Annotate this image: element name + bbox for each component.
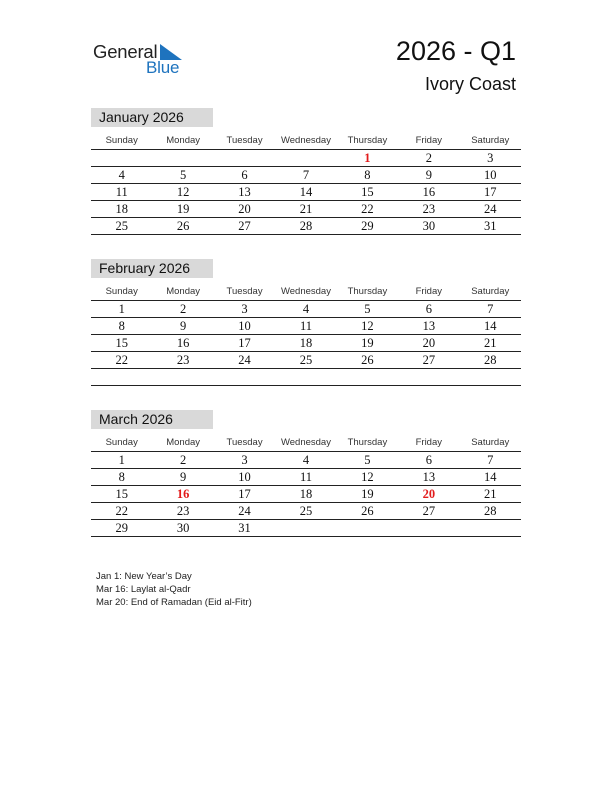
day-cell: 31 (238, 521, 251, 535)
weekday-label: Friday (415, 437, 443, 448)
day-cell: 12 (361, 470, 374, 484)
day-cell: 14 (299, 185, 313, 199)
day-cell: 12 (176, 185, 190, 199)
month-title: March 2026 (91, 410, 213, 429)
day-cell: 11 (299, 470, 312, 484)
day-cell: 1 (118, 453, 125, 467)
day-cell: 15 (115, 487, 128, 501)
day-cell: 2 (180, 453, 187, 467)
generalblue-logo (93, 40, 193, 80)
day-cell: 4 (302, 453, 310, 467)
day-cell: 24 (238, 353, 251, 367)
holiday-note: Mar 16: Laylat al-Qadr (96, 584, 191, 595)
month-february (91, 259, 521, 386)
day-cell (460, 520, 521, 536)
day-cell: 7 (487, 302, 494, 316)
day-cell: 19 (361, 336, 374, 350)
day-cell: 12 (361, 319, 374, 333)
day-cell (214, 369, 275, 385)
weekday-label: Monday (166, 286, 201, 297)
week-row (91, 184, 521, 201)
weekday-label: Sunday (105, 135, 138, 146)
day-cell (398, 369, 459, 385)
day-cell (214, 150, 275, 166)
day-cell: 27 (422, 504, 436, 518)
day-cell: 5 (180, 168, 187, 182)
day-cell: 29 (361, 219, 374, 233)
day-cell: 20 (422, 336, 436, 350)
logo-blue-text: Blue (146, 58, 180, 77)
day-cell: 28 (483, 353, 497, 367)
day-cell: 25 (115, 219, 128, 233)
week-row (91, 150, 521, 167)
day-cell: 22 (361, 202, 374, 216)
weekday-label: Tuesday (226, 286, 263, 297)
weekday-label: Wednesday (280, 286, 331, 297)
holiday-notes (96, 570, 252, 609)
day-cell: 29 (115, 521, 128, 535)
day-cell: 6 (425, 453, 432, 467)
day-cell: 6 (425, 302, 432, 316)
day-cell: 4 (302, 302, 310, 316)
weekday-label: Saturday (471, 286, 510, 297)
day-cell: 23 (176, 504, 190, 518)
day-cell: 5 (364, 453, 371, 467)
holiday-note: Mar 20: End of Ramadan (Eid al-Fitr) (96, 597, 252, 608)
weekday-header-row (91, 283, 521, 301)
weekday-label: Thursday (347, 135, 388, 146)
week-row (91, 201, 521, 218)
day-cell: 24 (483, 202, 497, 216)
weekday-label: Sunday (105, 286, 138, 297)
week-row (91, 318, 521, 335)
day-cell: 8 (118, 319, 125, 333)
day-cell: 24 (238, 504, 251, 518)
day-cell: 31 (483, 219, 497, 233)
day-cell: 7 (487, 453, 494, 467)
day-cell: 28 (483, 504, 497, 518)
holiday-day-cell: 20 (422, 487, 436, 501)
day-cell: 8 (118, 470, 125, 484)
weekday-label: Wednesday (280, 135, 331, 146)
day-cell: 9 (425, 168, 432, 182)
day-cell: 7 (302, 168, 310, 182)
day-cell: 3 (241, 453, 248, 467)
week-row (91, 352, 521, 369)
day-cell: 23 (176, 353, 190, 367)
day-cell: 17 (483, 185, 497, 199)
month-title: February 2026 (91, 259, 213, 278)
weekday-label: Monday (166, 437, 201, 448)
day-cell: 6 (241, 168, 248, 182)
day-cell (275, 150, 336, 166)
day-cell: 9 (180, 470, 187, 484)
day-cell: 4 (118, 168, 125, 182)
week-row (91, 218, 521, 235)
day-cell: 3 (487, 151, 494, 165)
day-cell: 18 (299, 336, 313, 350)
day-cell: 22 (115, 353, 128, 367)
weekday-label: Monday (166, 135, 201, 146)
day-cell: 10 (238, 319, 251, 333)
day-cell: 13 (422, 319, 436, 333)
day-cell: 15 (115, 336, 128, 350)
week-row (91, 369, 521, 386)
day-cell (152, 369, 213, 385)
day-cell: 2 (425, 151, 432, 165)
day-cell: 10 (483, 168, 497, 182)
day-cell: 17 (238, 336, 251, 350)
day-cell: 25 (299, 504, 313, 518)
day-cell: 21 (483, 336, 497, 350)
weekday-label: Thursday (347, 286, 388, 297)
holiday-note: Jan 1: New Year’s Day (96, 571, 192, 582)
day-cell: 23 (422, 202, 436, 216)
day-cell: 2 (180, 302, 187, 316)
month-title: January 2026 (91, 108, 213, 127)
day-cell: 14 (483, 470, 497, 484)
day-cell: 26 (176, 219, 190, 233)
day-cell: 15 (361, 185, 374, 199)
day-cell: 1 (118, 302, 125, 316)
day-cell: 17 (238, 487, 251, 501)
day-cell: 10 (238, 470, 251, 484)
day-cell: 26 (361, 504, 374, 518)
day-cell: 14 (483, 319, 497, 333)
weekday-label: Tuesday (226, 135, 263, 146)
holiday-day-cell: 1 (364, 151, 371, 165)
day-cell (337, 369, 398, 385)
month-march (91, 410, 521, 537)
weekday-header-row (91, 132, 521, 150)
day-cell (337, 520, 398, 536)
weekday-label: Friday (415, 135, 443, 146)
day-cell: 3 (241, 302, 248, 316)
day-cell (91, 369, 152, 385)
day-cell: 11 (115, 185, 128, 199)
day-cell: 5 (364, 302, 371, 316)
day-cell: 13 (422, 470, 436, 484)
logo-general-text: General (93, 41, 158, 62)
week-row (91, 335, 521, 352)
country-name: Ivory Coast (424, 74, 516, 94)
day-cell: 16 (422, 185, 436, 199)
week-row (91, 469, 521, 486)
week-row (91, 301, 521, 318)
day-cell: 11 (299, 319, 312, 333)
day-cell (91, 150, 152, 166)
weekday-label: Saturday (471, 437, 510, 448)
day-cell: 19 (361, 487, 374, 501)
page-title: 2026 - Q1 (395, 36, 516, 66)
day-cell (275, 369, 336, 385)
day-cell: 16 (176, 336, 190, 350)
day-cell: 20 (238, 202, 251, 216)
day-cell: 9 (180, 319, 187, 333)
weekday-label: Sunday (105, 437, 138, 448)
day-cell (275, 520, 336, 536)
weekday-label: Saturday (471, 135, 510, 146)
day-cell: 18 (299, 487, 313, 501)
day-cell: 27 (422, 353, 436, 367)
day-cell: 18 (115, 202, 128, 216)
day-cell: 27 (238, 219, 251, 233)
day-cell: 8 (364, 168, 371, 182)
day-cell (460, 369, 521, 385)
weekday-label: Thursday (347, 437, 388, 448)
day-cell: 30 (176, 521, 190, 535)
day-cell: 22 (115, 504, 128, 518)
day-cell: 28 (299, 219, 313, 233)
day-cell: 26 (361, 353, 374, 367)
day-cell: 21 (483, 487, 497, 501)
week-row (91, 452, 521, 469)
weekday-label: Tuesday (226, 437, 263, 448)
holiday-day-cell: 16 (176, 487, 190, 501)
week-row (91, 503, 521, 520)
weekday-header-row (91, 434, 521, 452)
day-cell: 13 (238, 185, 251, 199)
day-cell: 30 (422, 219, 436, 233)
month-january (91, 108, 521, 235)
day-cell: 21 (299, 202, 313, 216)
day-cell: 25 (299, 353, 313, 367)
day-cell (398, 520, 459, 536)
week-row (91, 167, 521, 184)
day-cell: 19 (176, 202, 190, 216)
weekday-label: Wednesday (280, 437, 331, 448)
day-cell (152, 150, 213, 166)
week-row (91, 520, 521, 537)
week-row (91, 486, 521, 503)
weekday-label: Friday (415, 286, 443, 297)
